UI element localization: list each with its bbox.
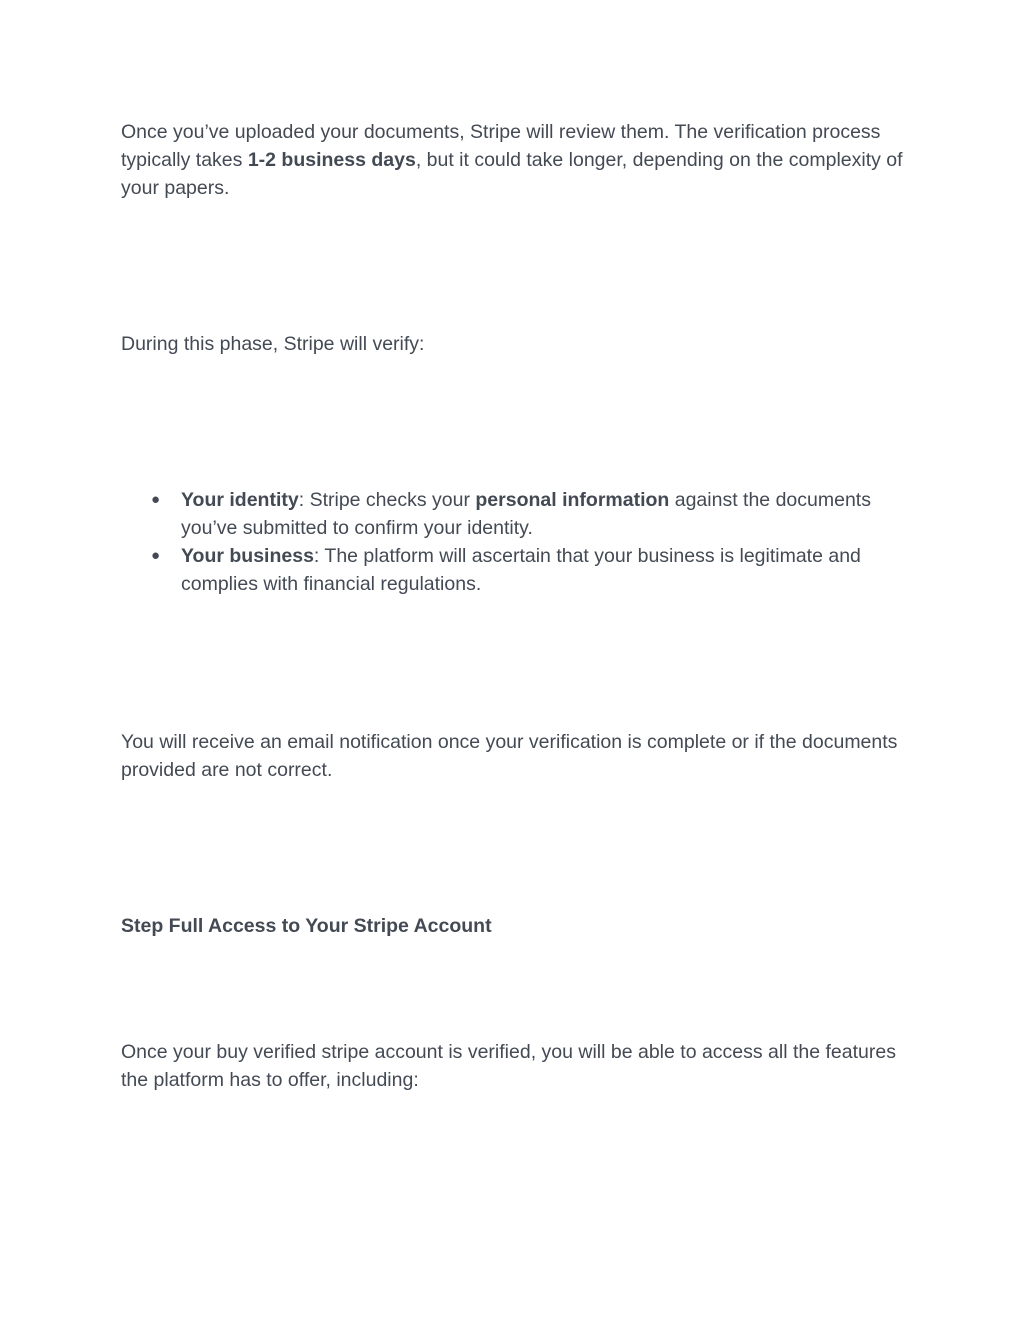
paragraph-text: Once your buy verified stripe account is verified, you will be able to access all the features the platform has to offer, including: xyxy=(121,1041,896,1091)
paragraph-text: , but it could take longer, depending on the complexity of your papers. xyxy=(121,149,903,199)
list-item-business xyxy=(121,542,911,598)
paragraph-text: During this phase, Stripe will verify: xyxy=(121,333,425,355)
full-access-paragraph xyxy=(121,1038,911,1094)
list-item-text: : Stripe checks your xyxy=(298,489,476,511)
paragraph-text: You will receive an email notification once your verification is complete or if the documents provided are not correct. xyxy=(121,731,898,781)
list-item-label: Your identity xyxy=(181,489,299,511)
emphasis-text: 1-2 business days xyxy=(247,149,416,171)
section-heading xyxy=(121,912,911,940)
list-item-text: against the documents you’ve submitted to confirm your identity. xyxy=(181,489,871,539)
emphasis-text: personal information xyxy=(475,489,670,511)
verify-phase-paragraph xyxy=(121,330,911,358)
heading-text: Step Full Access to Your Stripe Account xyxy=(121,915,492,937)
list-item-text: : The platform will ascertain that your business is legitimate and complies with financial regulations. xyxy=(181,545,861,595)
verification-intro-paragraph xyxy=(121,118,911,202)
bullet-icon: ● xyxy=(151,491,161,508)
bullet-icon: ● xyxy=(151,547,161,564)
verification-bullet-list xyxy=(121,486,911,598)
list-item-identity xyxy=(121,486,911,542)
paragraph-text: Once you’ve uploaded your documents, Stripe will review them. The verification process typically takes xyxy=(121,121,881,171)
email-notification-paragraph xyxy=(121,728,911,784)
list-item-label: Your business xyxy=(181,545,314,567)
